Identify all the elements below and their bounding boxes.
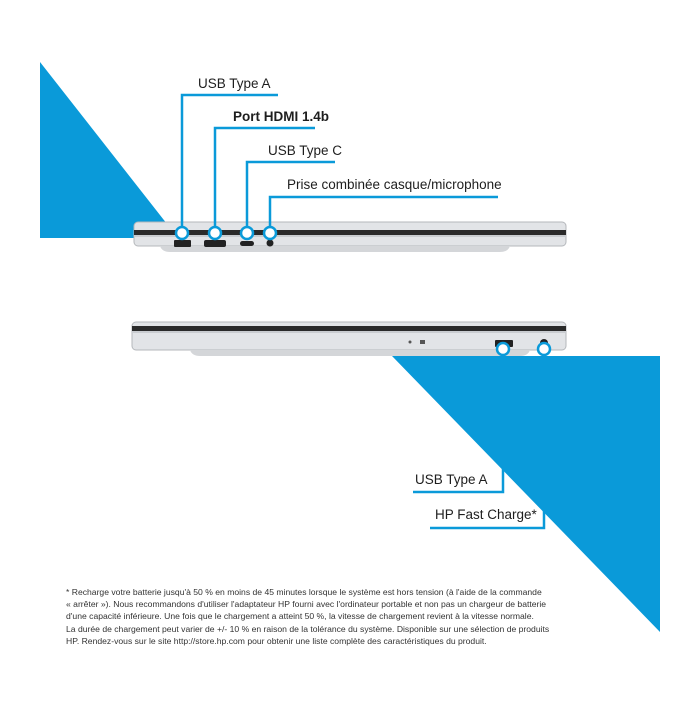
footnote-line: HP. Rendez-vous sur le site http://store.hp.com pour obtenir une liste complète des caractéristiques du produit. <box>66 635 487 646</box>
footnote-line: « arrêter »). Nous recommandons d'utiliser l'adaptateur HP fourni avec l'ordinateur portable et non pas un chargeur de batterie <box>66 599 547 610</box>
laptop-left-side <box>134 95 566 252</box>
usb-c-port <box>240 241 254 246</box>
usb-a-port-left <box>174 240 191 247</box>
leader-usb-c <box>247 162 335 227</box>
footnote <box>66 586 626 647</box>
accent-triangle-top <box>40 62 178 238</box>
callout-hdmi-port: Port HDMI 1.4b <box>233 109 330 124</box>
footnote-line: * Recharge votre batterie jusqu'à 50 % en moins de 45 minutes lorsque le système est hors tension (à l'aide de la commande <box>66 587 542 597</box>
audio-jack <box>267 240 274 247</box>
footnote-line: d'une capacité inférieure. Une fois que le chargement a atteint 50 %, la vitesse de chargement revient à la vitesse normale. <box>66 611 534 622</box>
callout-audio-jack: Prise combinée casque/microphone <box>287 177 502 192</box>
callout-usb-type-c: USB Type C <box>268 143 343 158</box>
callout-hp-fast-charge: HP Fast Charge* <box>435 507 537 522</box>
footnote-line: La durée de chargement peut varier de +/- 10 % en raison de la tolérance du système. Disponible sur une sélection de produits <box>66 623 550 634</box>
callout-usb-type-a-right: USB Type A <box>415 472 488 487</box>
callout-usb-type-a-left: USB Type A <box>198 76 271 91</box>
hdmi-port <box>204 240 226 247</box>
